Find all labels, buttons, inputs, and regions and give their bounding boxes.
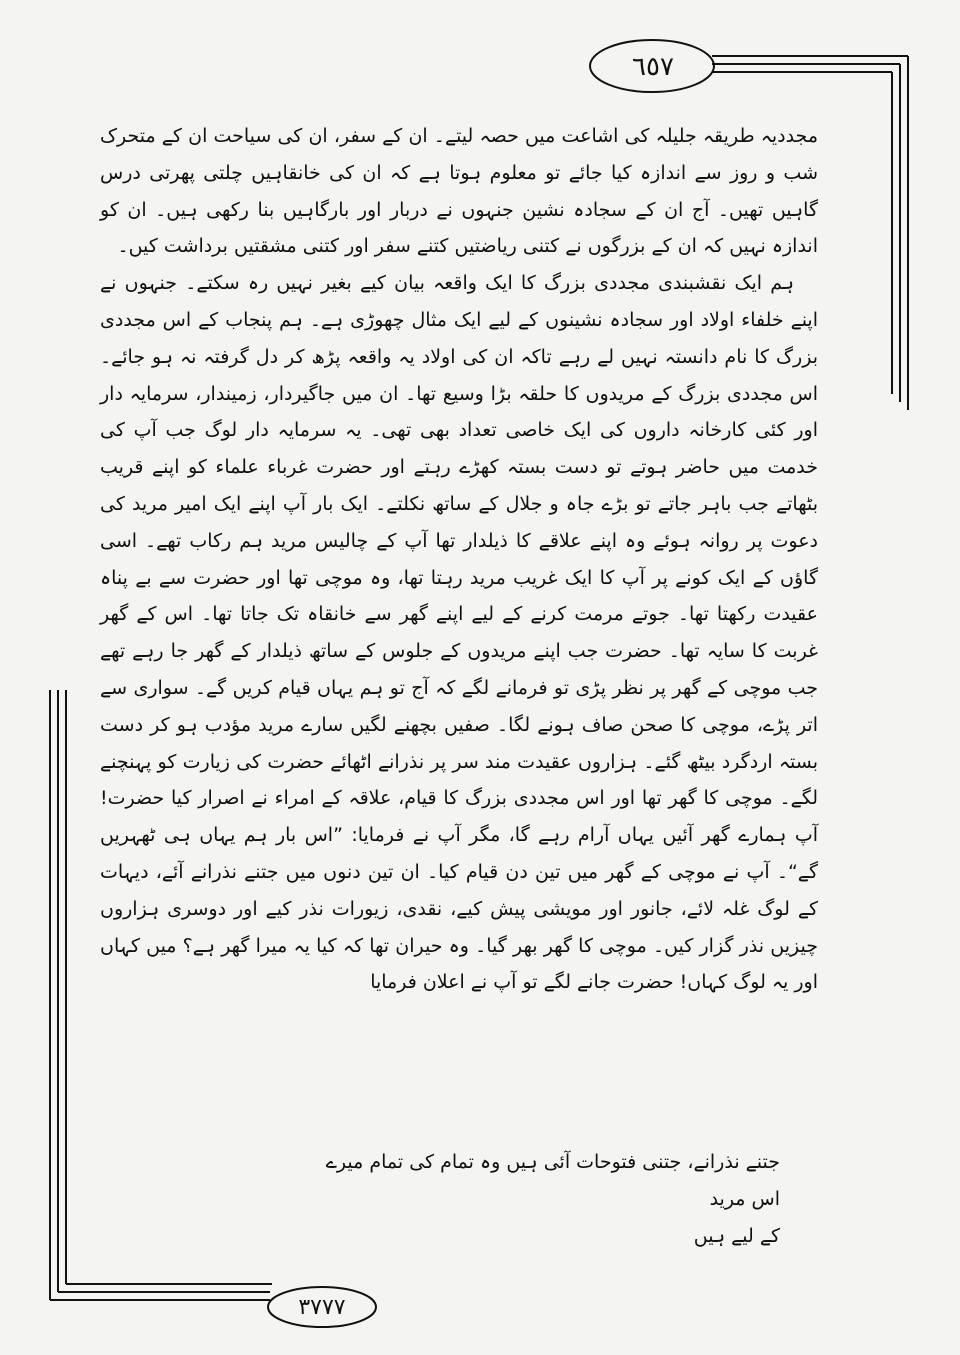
quote-line-2: کے لیے ہیں	[693, 1224, 780, 1247]
paragraph-1: مجددیہ طریقہ جلیلہ کی اشاعت میں حصہ لیتے۔ ان کے سفر، ان کی سیاحت ان کے متحرک شب و روز سے اندازہ کیا جائے تو معلوم ہوتا ہے کہ ان کی خانقاہیں چلتی پھرتی درس گاہیں تھیں۔ آج ان کے سجادہ نشین جنہوں نے دربار اور بارگاہیں بنا رکھی ہیں۔ ان کو اندازہ نہیں کہ ان کے بزرگوں نے کتنی ریاضتیں کتنے سفر اور کتنی مشقتیں برداشت کیں۔	[100, 125, 818, 258]
body-text	[100, 118, 818, 1001]
footer-page-number: ٣٧٧٧	[298, 1294, 346, 1320]
paragraph-2: ہم ایک نقشبندی مجددی بزرگ کا ایک واقعہ بیان کیے بغیر نہیں رہ سکتے۔ جنہوں نے اپنے خلفاء اولاد اور سجادہ نشینوں کے لیے ایک مثال چھوڑی ہے۔ ہم پنجاب کے اس مجددی بزرگ کا نام دانستہ نہیں لے رہے تاکہ ان کی اولاد یہ واقعہ پڑھ کر دل گرفتہ نہ ہو جائے۔ اس مجددی بزرگ کے مریدوں کا حلقہ بڑا وسیع تھا۔ ان میں جاگیردار، زمیندار، سرمایہ دار اور کئی کارخانہ داروں کی ایک خاصی تعداد بھی تھی۔ یہ سرمایہ دار لوگ جب آپ کی خدمت میں حاضر ہوتے تو دست بستہ کھڑے رہتے اور حضرت غرباء علماء کو اپنے قریب بٹھاتے جب باہر جاتے تو بڑے جاہ و جلال کے ساتھ نکلتے۔ ایک بار آپ اپنے ایک امیر مرید کی دعوت پر روانہ ہوئے وہ اپنے علاقے کا ذیلدار تھا آپ کے چالیس مرید ہم رکاب تھے۔ اسی گاؤں کے ایک کونے پر آپ کا ایک غریب مرید رہتا تھا، وہ موچی تھا اور حضرت سے بے پناہ عقیدت رکھتا تھا۔ جوتے مرمت کرنے کے لیے اپنے گھر سے خانقاہ تک جاتا تھا۔ اس کے گھر غربت کا سایہ تھا۔ حضرت جب اپنے مریدوں کے جلوس کے ساتھ ذیلدار کے گھر جا رہے تھے جب موچی کے گھر پر نظر پڑی تو فرمانے لگے کہ آج تو ہم یہاں قیام کریں گے۔ سواری سے اتر پڑے، موچی کا صحن صاف ہونے لگا۔ صفیں بچھنے لگیں سارے مرید مؤدب ہو کر دست بستہ اردگرد بیٹھ گئے۔ ہزاروں عقیدت مند سر پر نذرانے اٹھائے حضرت کی زیارت کو پہنچنے لگے۔ موچی کا گھر تھا اور اس مجددی بزرگ کا قیام، علاقہ کے امراء نے اصرار کیا حضرت! آپ ہمارے گھر آئیں یہاں آرام رہے گا، مگر آپ نے فرمایا: ”اس بار ہم یہاں ہی ٹھہریں گے“۔ آپ نے موچی کے گھر میں تین دن قیام کیا۔ ان تین دنوں میں جتنے نذرانے آئے، دیہات کے لوگ غلہ لائے، جانور اور مویشی پیش کیے، نقدی، زیورات نذر کیے اور دوسری ہزاروں چیزیں نذر گزار کیں۔ موچی کا گھر بھر گیا۔ وہ حیران تھا کہ کیا یہ میرا گھر ہے؟ میں کہاں اور یہ لوگ کہاں! حضرت جانے لگے تو آپ نے اعلان فرمایا	[100, 272, 818, 994]
page-number: ٦٥٧	[632, 52, 674, 82]
quote-line-1: جتنے نذرانے، جتنی فتوحات آئی ہیں وہ تمام کی تمام میرے اس مرید	[325, 1151, 780, 1210]
announcement-quote	[300, 1144, 810, 1254]
